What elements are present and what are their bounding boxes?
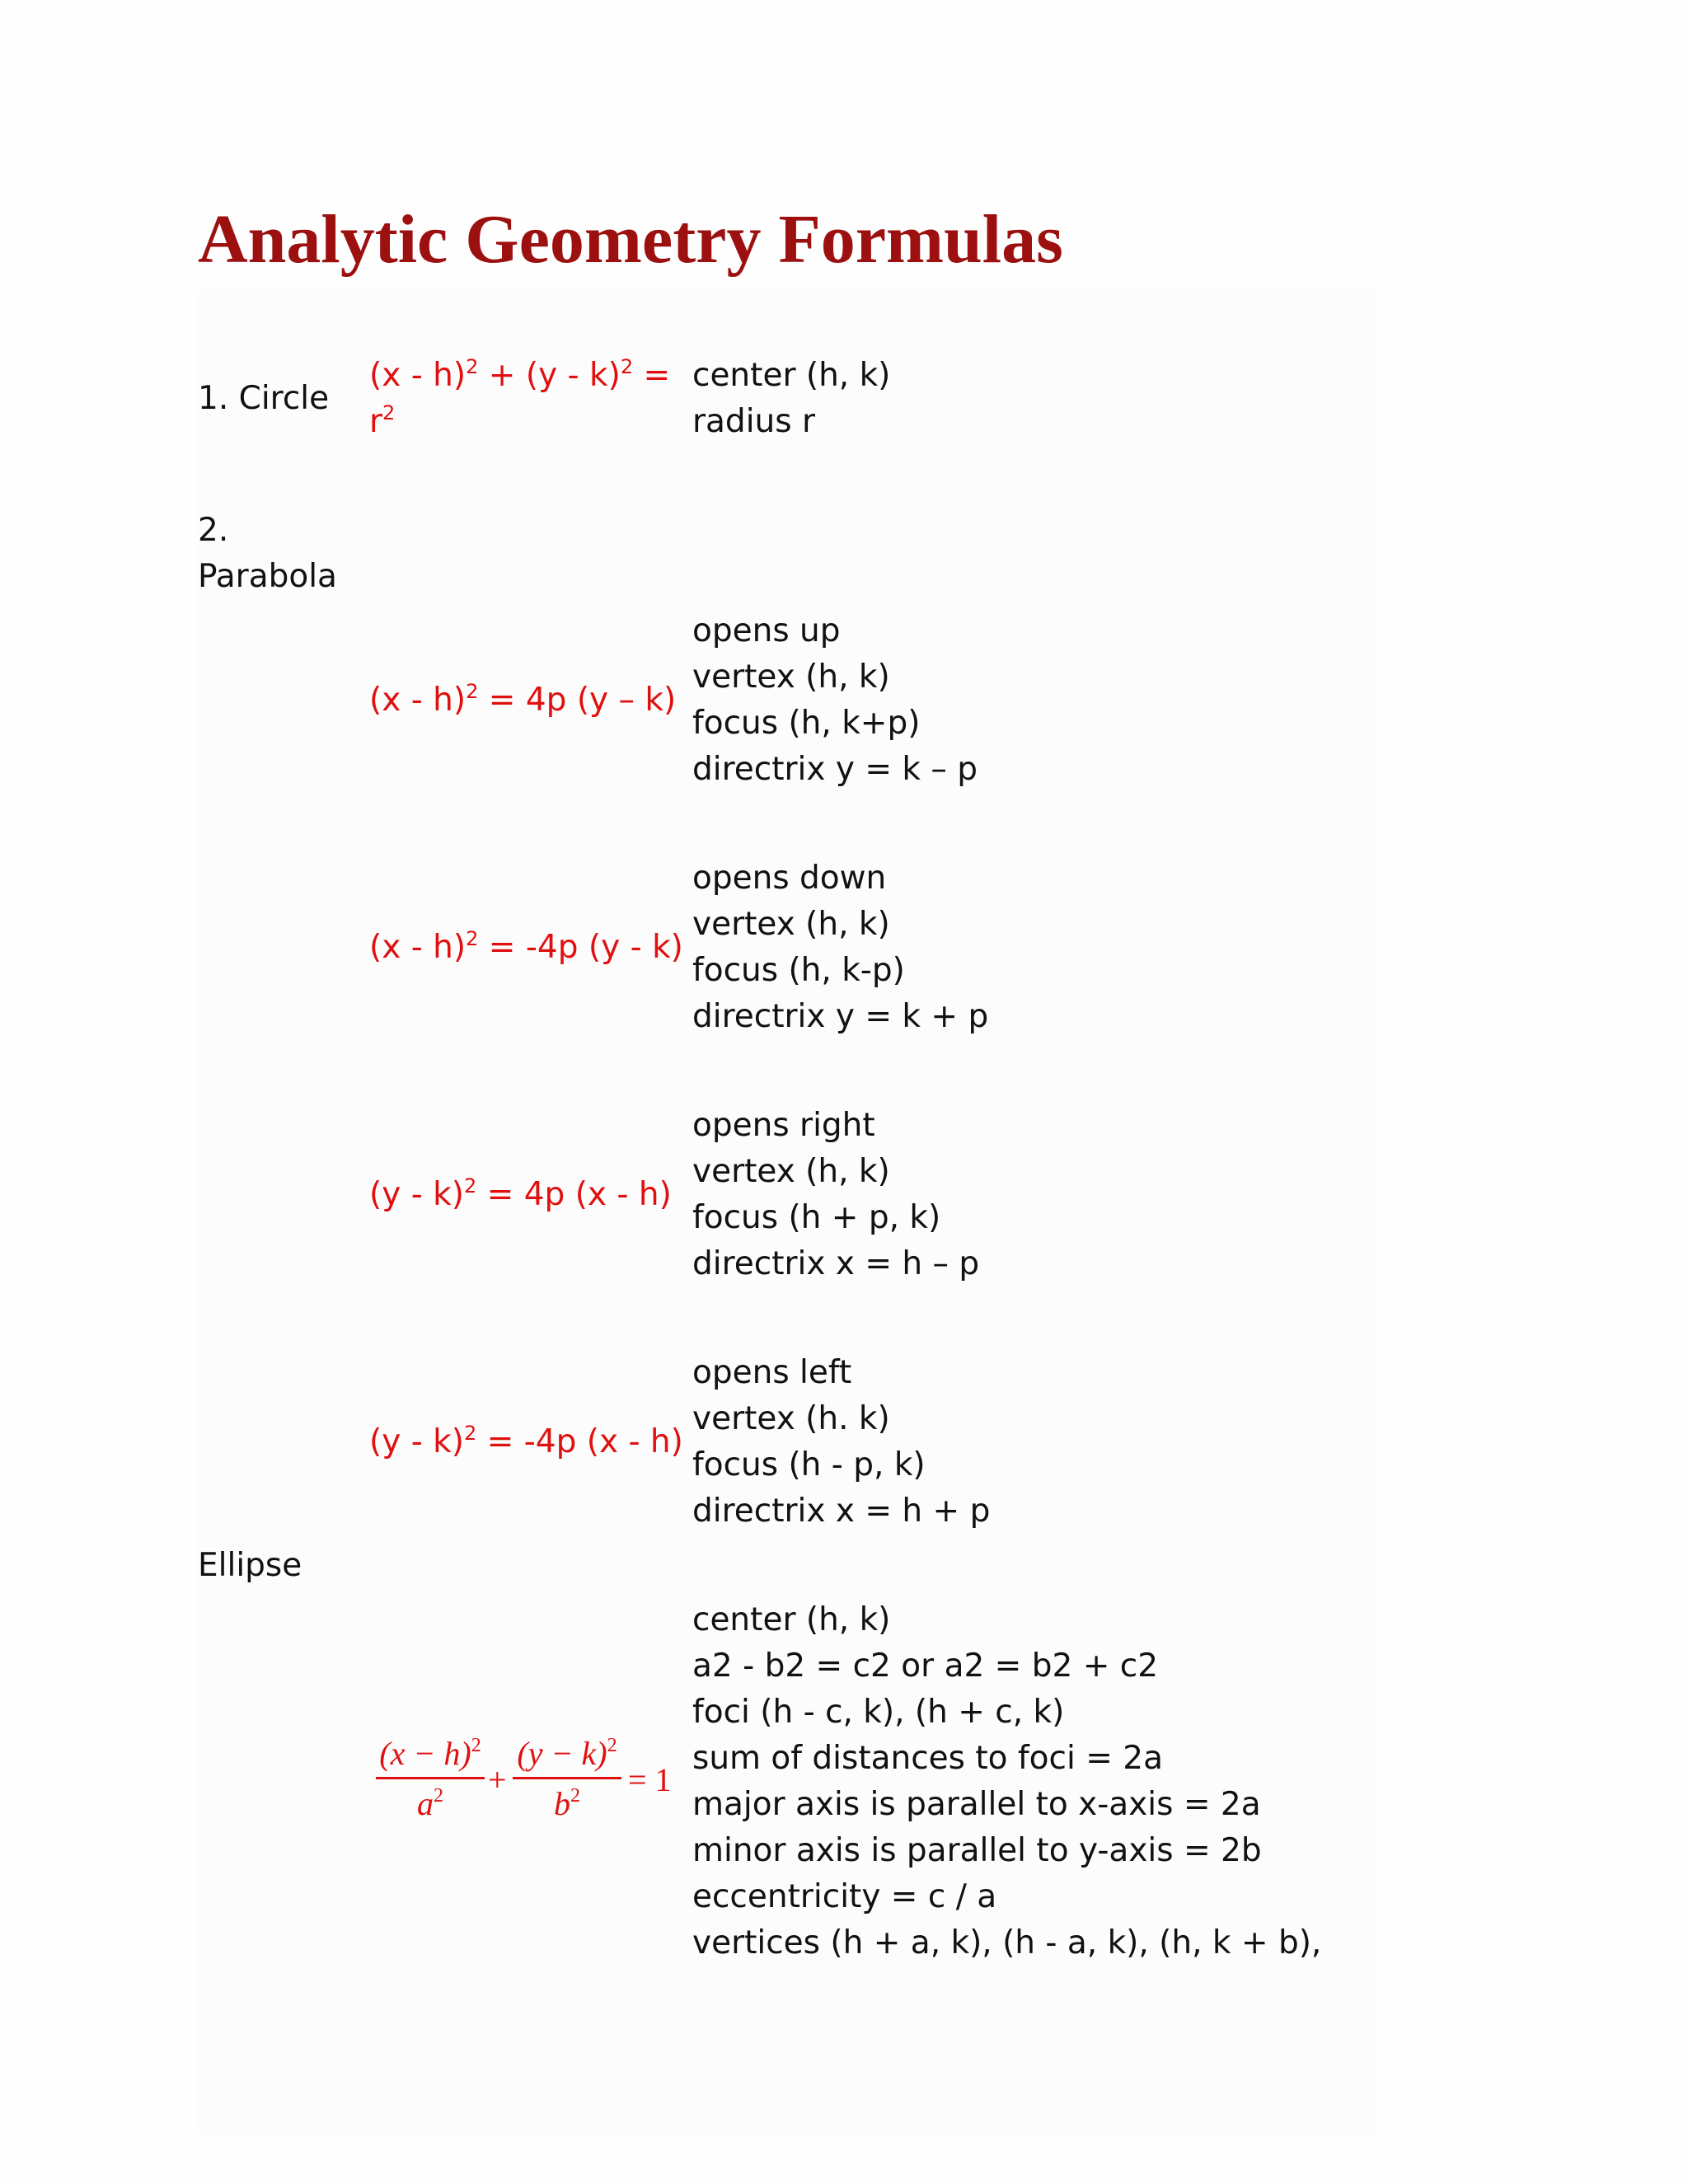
- circle-formula-line1: (x - h)$^2$ + (y - k)$^2$ =: [369, 355, 671, 394]
- note-line: vertex (h, k): [692, 1153, 890, 1190]
- parabola-down-formula: (x - h)$^2$ = -4p (y - k): [369, 927, 683, 966]
- note-line: focus (h - p, k): [692, 1446, 926, 1483]
- note-line: center (h, k): [692, 1601, 891, 1638]
- note-line: minor axis is parallel to y-axis = 2b: [692, 1832, 1262, 1869]
- parabola-up-notes: [692, 608, 978, 793]
- fraction-denominator: $a^2$: [417, 1785, 443, 1822]
- parabola-label: [198, 508, 337, 600]
- parabola-left-notes: [692, 1350, 990, 1535]
- fraction-denominator: $b^2$: [554, 1785, 580, 1822]
- note-line: directrix x = h – p: [692, 1245, 980, 1282]
- note-line: opens left: [692, 1354, 852, 1391]
- note-line: opens right: [692, 1107, 875, 1144]
- note-line: directrix x = h + p: [692, 1493, 991, 1530]
- fraction-numerator: $(y - k)^2$: [517, 1735, 617, 1772]
- plus-sign: +: [488, 1761, 507, 1798]
- note-line: center (h, k): [692, 357, 891, 394]
- parabola-right-notes: [692, 1103, 979, 1287]
- note-line: vertices (h + a, k), (h - a, k), (h, k + b),: [692, 1924, 1322, 1961]
- parabola-label-name: Parabola: [198, 558, 337, 595]
- ellipse-fraction-y: [513, 1732, 621, 1825]
- fraction-numerator: $(x - h)^2$: [379, 1735, 481, 1772]
- note-line: radius r: [692, 403, 815, 440]
- note-line: a2 - b2 = c2 or a2 = b2 + c2: [692, 1647, 1159, 1685]
- note-line: directrix y = k + p: [692, 998, 989, 1035]
- note-line: major axis is parallel to x-axis = 2a: [692, 1786, 1261, 1823]
- note-line: vertex (h, k): [692, 658, 890, 696]
- ellipse-notes: [692, 1597, 1321, 1966]
- parabola-up-formula: (x - h)$^2$ = 4p (y – k): [369, 680, 677, 719]
- note-line: vertex (h. k): [692, 1400, 890, 1437]
- note-line: focus (h + p, k): [692, 1199, 941, 1236]
- parabola-down-notes: [692, 855, 988, 1040]
- fraction-bar: [376, 1777, 485, 1779]
- ellipse-fraction-x: [376, 1732, 485, 1825]
- parabola-right-formula: (y - k)$^2$ = 4p (x - h): [369, 1174, 672, 1213]
- note-line: focus (h, k+p): [692, 705, 921, 742]
- ellipse-label: Ellipse: [198, 1547, 302, 1584]
- note-line: sum of distances to foci = 2a: [692, 1740, 1163, 1777]
- note-line: opens down: [692, 860, 887, 897]
- parabola-label-number: 2.: [198, 512, 229, 549]
- page-title: Analytic Geometry Formulas: [198, 201, 1063, 278]
- note-line: eccentricity = c / a: [692, 1878, 997, 1915]
- ellipse-formula: [376, 1732, 687, 1831]
- circle-label: 1. Circle: [198, 380, 330, 417]
- circle-formula-line2: $r^2$: [369, 401, 396, 440]
- circle-notes: [692, 353, 890, 445]
- note-line: opens up: [692, 612, 841, 649]
- note-line: focus (h, k-p): [692, 952, 905, 989]
- note-line: directrix y = k – p: [692, 751, 978, 788]
- circle-formula: [369, 353, 670, 445]
- note-line: foci (h - c, k), (h + c, k): [692, 1694, 1065, 1731]
- parabola-left-formula: (y - k)$^2$ = -4p (x - h): [369, 1422, 683, 1460]
- equals-one: = 1: [628, 1761, 672, 1798]
- note-line: vertex (h, k): [692, 906, 890, 943]
- fraction-bar: [513, 1777, 621, 1779]
